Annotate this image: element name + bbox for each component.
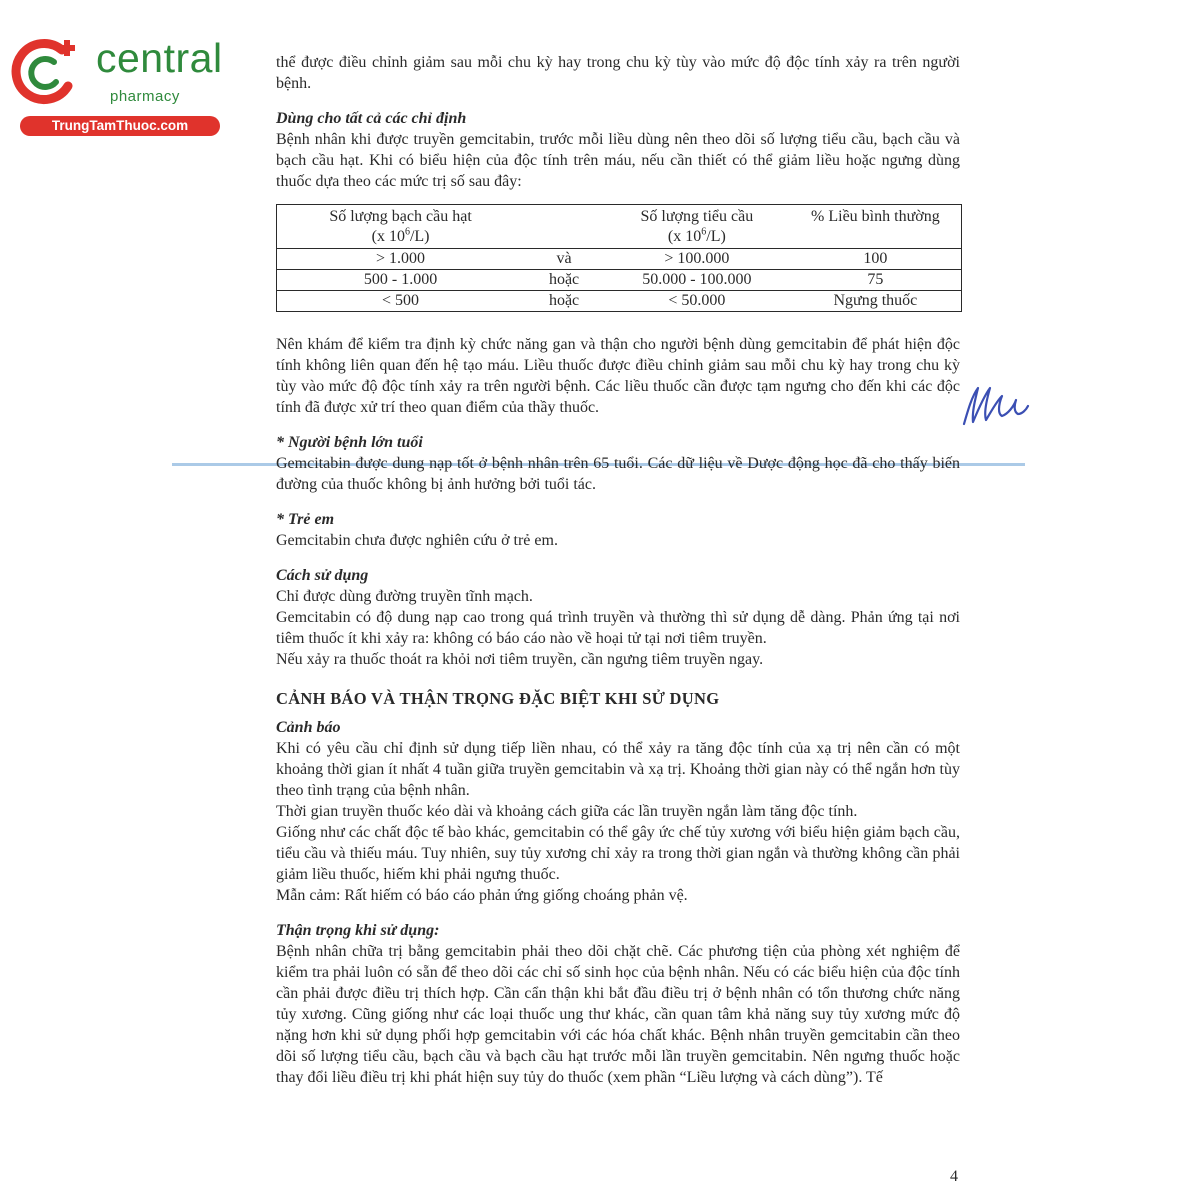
caution-heading: Thận trọng khi sử dụng:: [276, 922, 440, 939]
cell-dose: 100: [790, 249, 962, 270]
cell-neutrophil: > 1.000: [277, 249, 525, 270]
warnings-section-title: CẢNH BÁO VÀ THẬN TRỌNG ĐẶC BIỆT KHI SỬ DỤNG: [276, 689, 720, 708]
warning-paragraph-2: Thời gian truyền thuốc kéo dài và khoảng cách giữa các lần truyền ngắn làm tăng độc tính.: [276, 803, 858, 820]
handwritten-initials-signature: [958, 380, 1030, 430]
header-conjunction: [524, 205, 604, 249]
table-header-row: [277, 205, 962, 249]
header-neutrophil-count: Số lượng bạch cầu hạt (x $10^6/L$): [329, 208, 472, 245]
usage-line-1: Chỉ được dùng đường truyền tĩnh mạch.: [276, 588, 533, 605]
brand-name: central: [96, 35, 223, 81]
table-row: [277, 291, 962, 312]
cell-platelet: < 50.000: [604, 291, 790, 312]
cell-platelet: > 100.000: [604, 249, 790, 270]
children-text: Gemcitabin chưa được nghiên cứu ở trẻ em.: [276, 532, 558, 549]
warnings-heading: Cảnh báo: [276, 719, 341, 736]
usage-line-3: Nếu xảy ra thuốc thoát ra khỏi nơi tiêm truyền, cần ngưng tiêm truyền ngay.: [276, 651, 764, 668]
table-row: [277, 249, 962, 270]
usage-heading: Cách sử dụng: [276, 567, 369, 584]
cell-neutrophil: < 500: [277, 291, 525, 312]
header-normal-dose-percent: % Liều bình thường: [811, 208, 940, 225]
brand-logo: [10, 35, 223, 136]
intro-paragraph: thể được điều chỉnh giảm sau mỗi chu kỳ hay trong chu kỳ tùy vào mức độ độc tính xảy ra trên người bệnh.: [276, 54, 960, 92]
usage-line-2: Gemcitabin có độ dung nạp cao trong quá trình truyền và thường thì sử dụng dễ dàng. Phản ứng tại nơi tiêm thuốc ít khi xảy ra: không có báo cáo nào về hoại tử tại nơi tiêm truyền.: [276, 609, 960, 647]
central-pharmacy-logo-icon: [10, 36, 82, 108]
warning-paragraph-4: Mẫn cảm: Rất hiếm có báo cáo phản ứng giống choáng phản vệ.: [276, 887, 688, 904]
warning-paragraph-3: Giống như các chất độc tế bào khác, gemcitabin có thể gây ức chế tủy xương với biểu hiện giảm bạch cầu, tiểu cầu và thiếu máu. Tuy nhiên, suy tủy xương chỉ xảy ra trong thời gian ngắn và thường không cần phải giảm liều thuốc, hiếm khi phải ngưng thuốc.: [276, 824, 960, 883]
all-indications-text: Bệnh nhân khi được truyền gemcitabin, trước mỗi liều dùng nên theo dõi số lượng tiểu cầu, bạch cầu và bạch cầu hạt. Khi có biểu hiện của độc tính trên máu, nếu cần thiết có thể giảm liều hoặc ngưng dùng thuốc dựa theo các mức trị số sau đây:: [276, 131, 960, 190]
table-row: [277, 270, 962, 291]
caution-text: Bệnh nhân chữa trị bằng gemcitabin phải theo dõi chặt chẽ. Các phương tiện của phòng xét nghiệm để kiểm tra phải luôn có sẵn để theo dõi các chỉ số sinh học của bệnh nhân. Nếu có các biểu hiện của độc tính cần phải được điều trị thích hợp. Cần cẩn thận khi bắt đầu điều trị ở bệnh nhân có tổn thương chức năng tủy xương. Cũng giống như các loại thuốc ung thư khác, cần quan tâm khả năng suy tủy xương mức độ nặng hơn khi sử dụng phối hợp gemcitabin với các hóa chất khác. Bệnh nhân truyền gemcitabin cần theo dõi số lượng tiểu cầu, bạch cầu và bạch cầu hạt trước mỗi lần truyền gemcitabin. Nên ngưng thuốc hoặc thay đổi liều điều trị khi phát hiện suy tủy do thuốc (xem phần “Liều lượng và cách dùng”). Tế: [276, 943, 960, 1086]
leaflet-page: [276, 52, 960, 1088]
brand-subtitle: pharmacy: [110, 88, 180, 105]
cell-conjunction: hoặc: [524, 291, 604, 312]
cell-dose: Ngưng thuốc: [790, 291, 962, 312]
header-platelet-count: Số lượng tiểu cầu (x $10^6/L$): [640, 208, 754, 245]
monitoring-paragraph: Nên khám để kiểm tra định kỳ chức năng gan và thận cho người bệnh dùng gemcitabin để phát hiện độc tính không liên quan đến hệ tạo máu. Liều thuốc được điều chỉnh giảm sau mỗi chu kỳ hay trong chu kỳ tùy vào mức độ độc tính xảy ra trên người bệnh. Các liều thuốc cần được tạm ngưng cho đến khi các độc tính đã được xử trí theo quan điểm của thầy thuốc.: [276, 336, 960, 416]
page-number: 4: [950, 1168, 958, 1185]
cell-dose: 75: [790, 270, 962, 291]
elderly-text: Gemcitabin được dung nạp tốt ở bệnh nhân trên 65 tuổi. Các dữ liệu về Dược động học đã cho thấy biến đường của thuốc không bị ảnh hưởng bởi tuổi tác.: [276, 455, 960, 493]
brand-website[interactable]: TrungTamThuoc.com: [20, 116, 220, 136]
cell-platelet: 50.000 - 100.000: [604, 270, 790, 291]
all-indications-heading: Dùng cho tất cả các chỉ định: [276, 110, 467, 127]
cell-neutrophil: 500 - 1.000: [277, 270, 525, 291]
cell-conjunction: hoặc: [524, 270, 604, 291]
children-heading: * Trẻ em: [276, 511, 335, 528]
dose-adjustment-table: [276, 204, 962, 312]
elderly-heading: * Người bệnh lớn tuổi: [276, 434, 423, 451]
warning-paragraph-1: Khi có yêu cầu chỉ định sử dụng tiếp liền nhau, có thể xảy ra tăng độc tính của xạ trị nên cần có một khoảng thời gian ít nhất 4 tuần giữa truyền gemcitabin và xạ trị. Khoảng thời gian này có thể ngắn hơn tùy theo tình trạng của bệnh nhân.: [276, 740, 960, 799]
cell-conjunction: và: [524, 249, 604, 270]
